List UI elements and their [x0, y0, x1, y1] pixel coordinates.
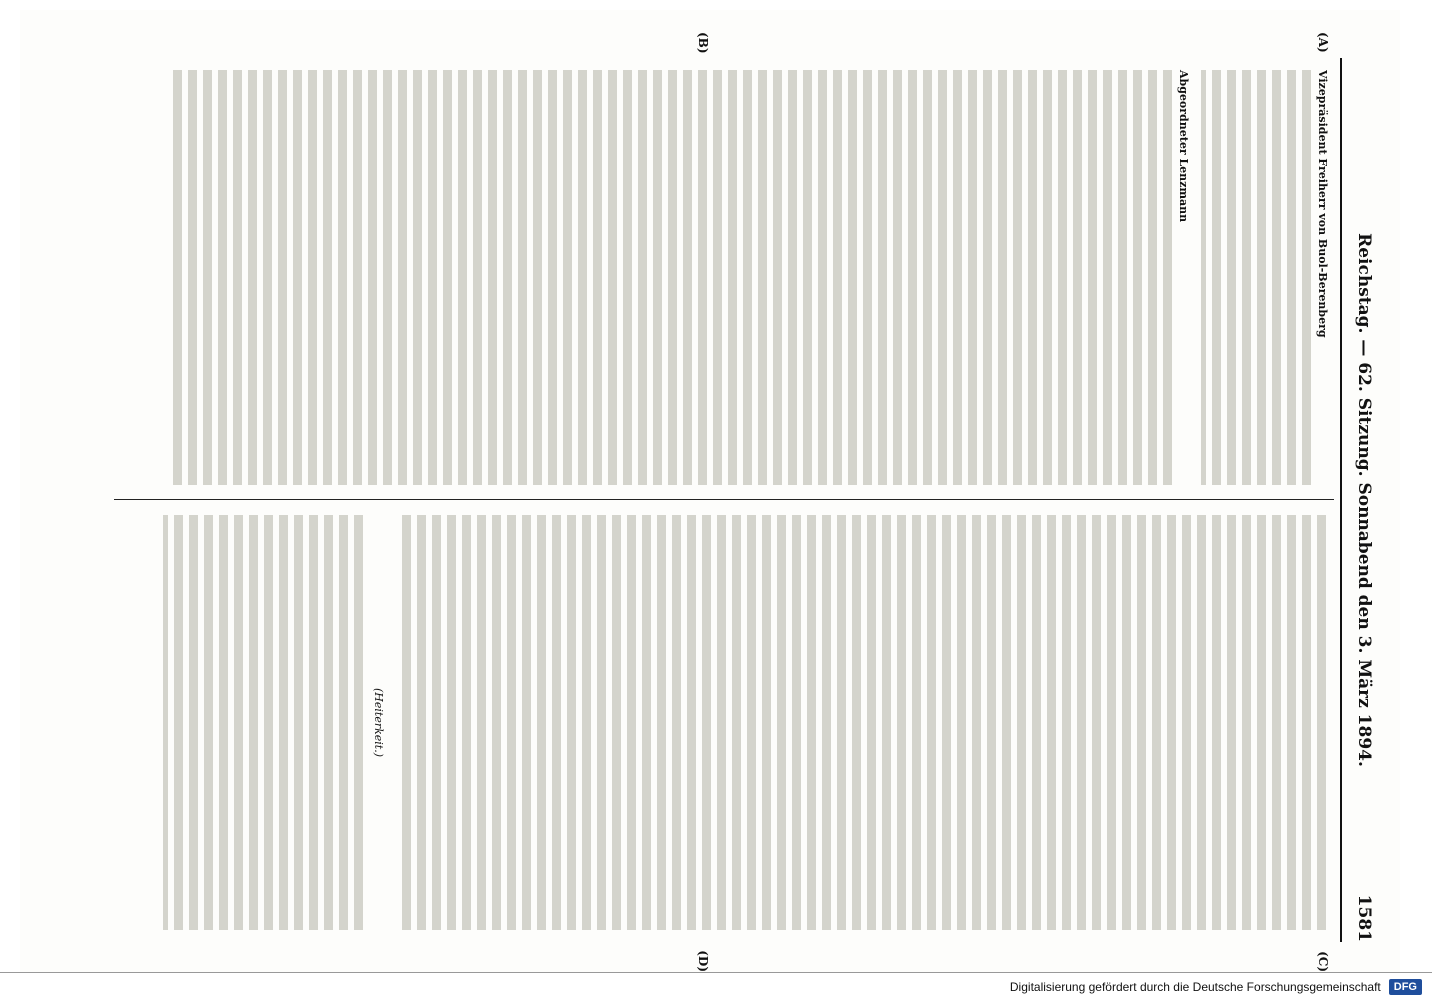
stage-remark: (Heiterkeit.): [372, 687, 385, 757]
text-column-2: [130, 515, 1330, 930]
speaker-name: Abgeordneter Lenzmann: [1177, 70, 1190, 223]
illegible-text-block: [172, 70, 1172, 485]
running-header: Reichstag. — 62. Sitzung. Sonnabend den 3. März 1894.: [1354, 233, 1374, 767]
rotated-page: [20, 10, 1400, 990]
illegible-text-block: [163, 515, 363, 930]
digitization-credit-bar: [0, 972, 1432, 1000]
speech-section: [1201, 70, 1330, 485]
speech-section: [396, 515, 1326, 930]
header-rule: [1340, 58, 1342, 942]
text-column-1: [130, 70, 1330, 485]
credit-text: Digitalisierung gefördert durch die Deutsche Forschungsgemeinschaft: [1009, 979, 1381, 994]
margin-marker-c: (C): [1316, 951, 1330, 972]
dfg-logo: DFG: [1389, 979, 1422, 995]
page-number: 1581: [1354, 894, 1374, 942]
speech-section: [172, 70, 1191, 485]
page-header: [1346, 58, 1374, 942]
margin-marker-b: (B): [696, 32, 710, 54]
illegible-text-block: [396, 515, 1326, 930]
margin-marker-d: (D): [696, 950, 710, 972]
margin-marker-a: (A): [1316, 32, 1330, 53]
illegible-text-block: [1201, 70, 1311, 485]
column-divider: [114, 499, 1334, 500]
speaker-name: Vizepräsident Freiherr von Buol-Berenberg: [1316, 70, 1329, 338]
